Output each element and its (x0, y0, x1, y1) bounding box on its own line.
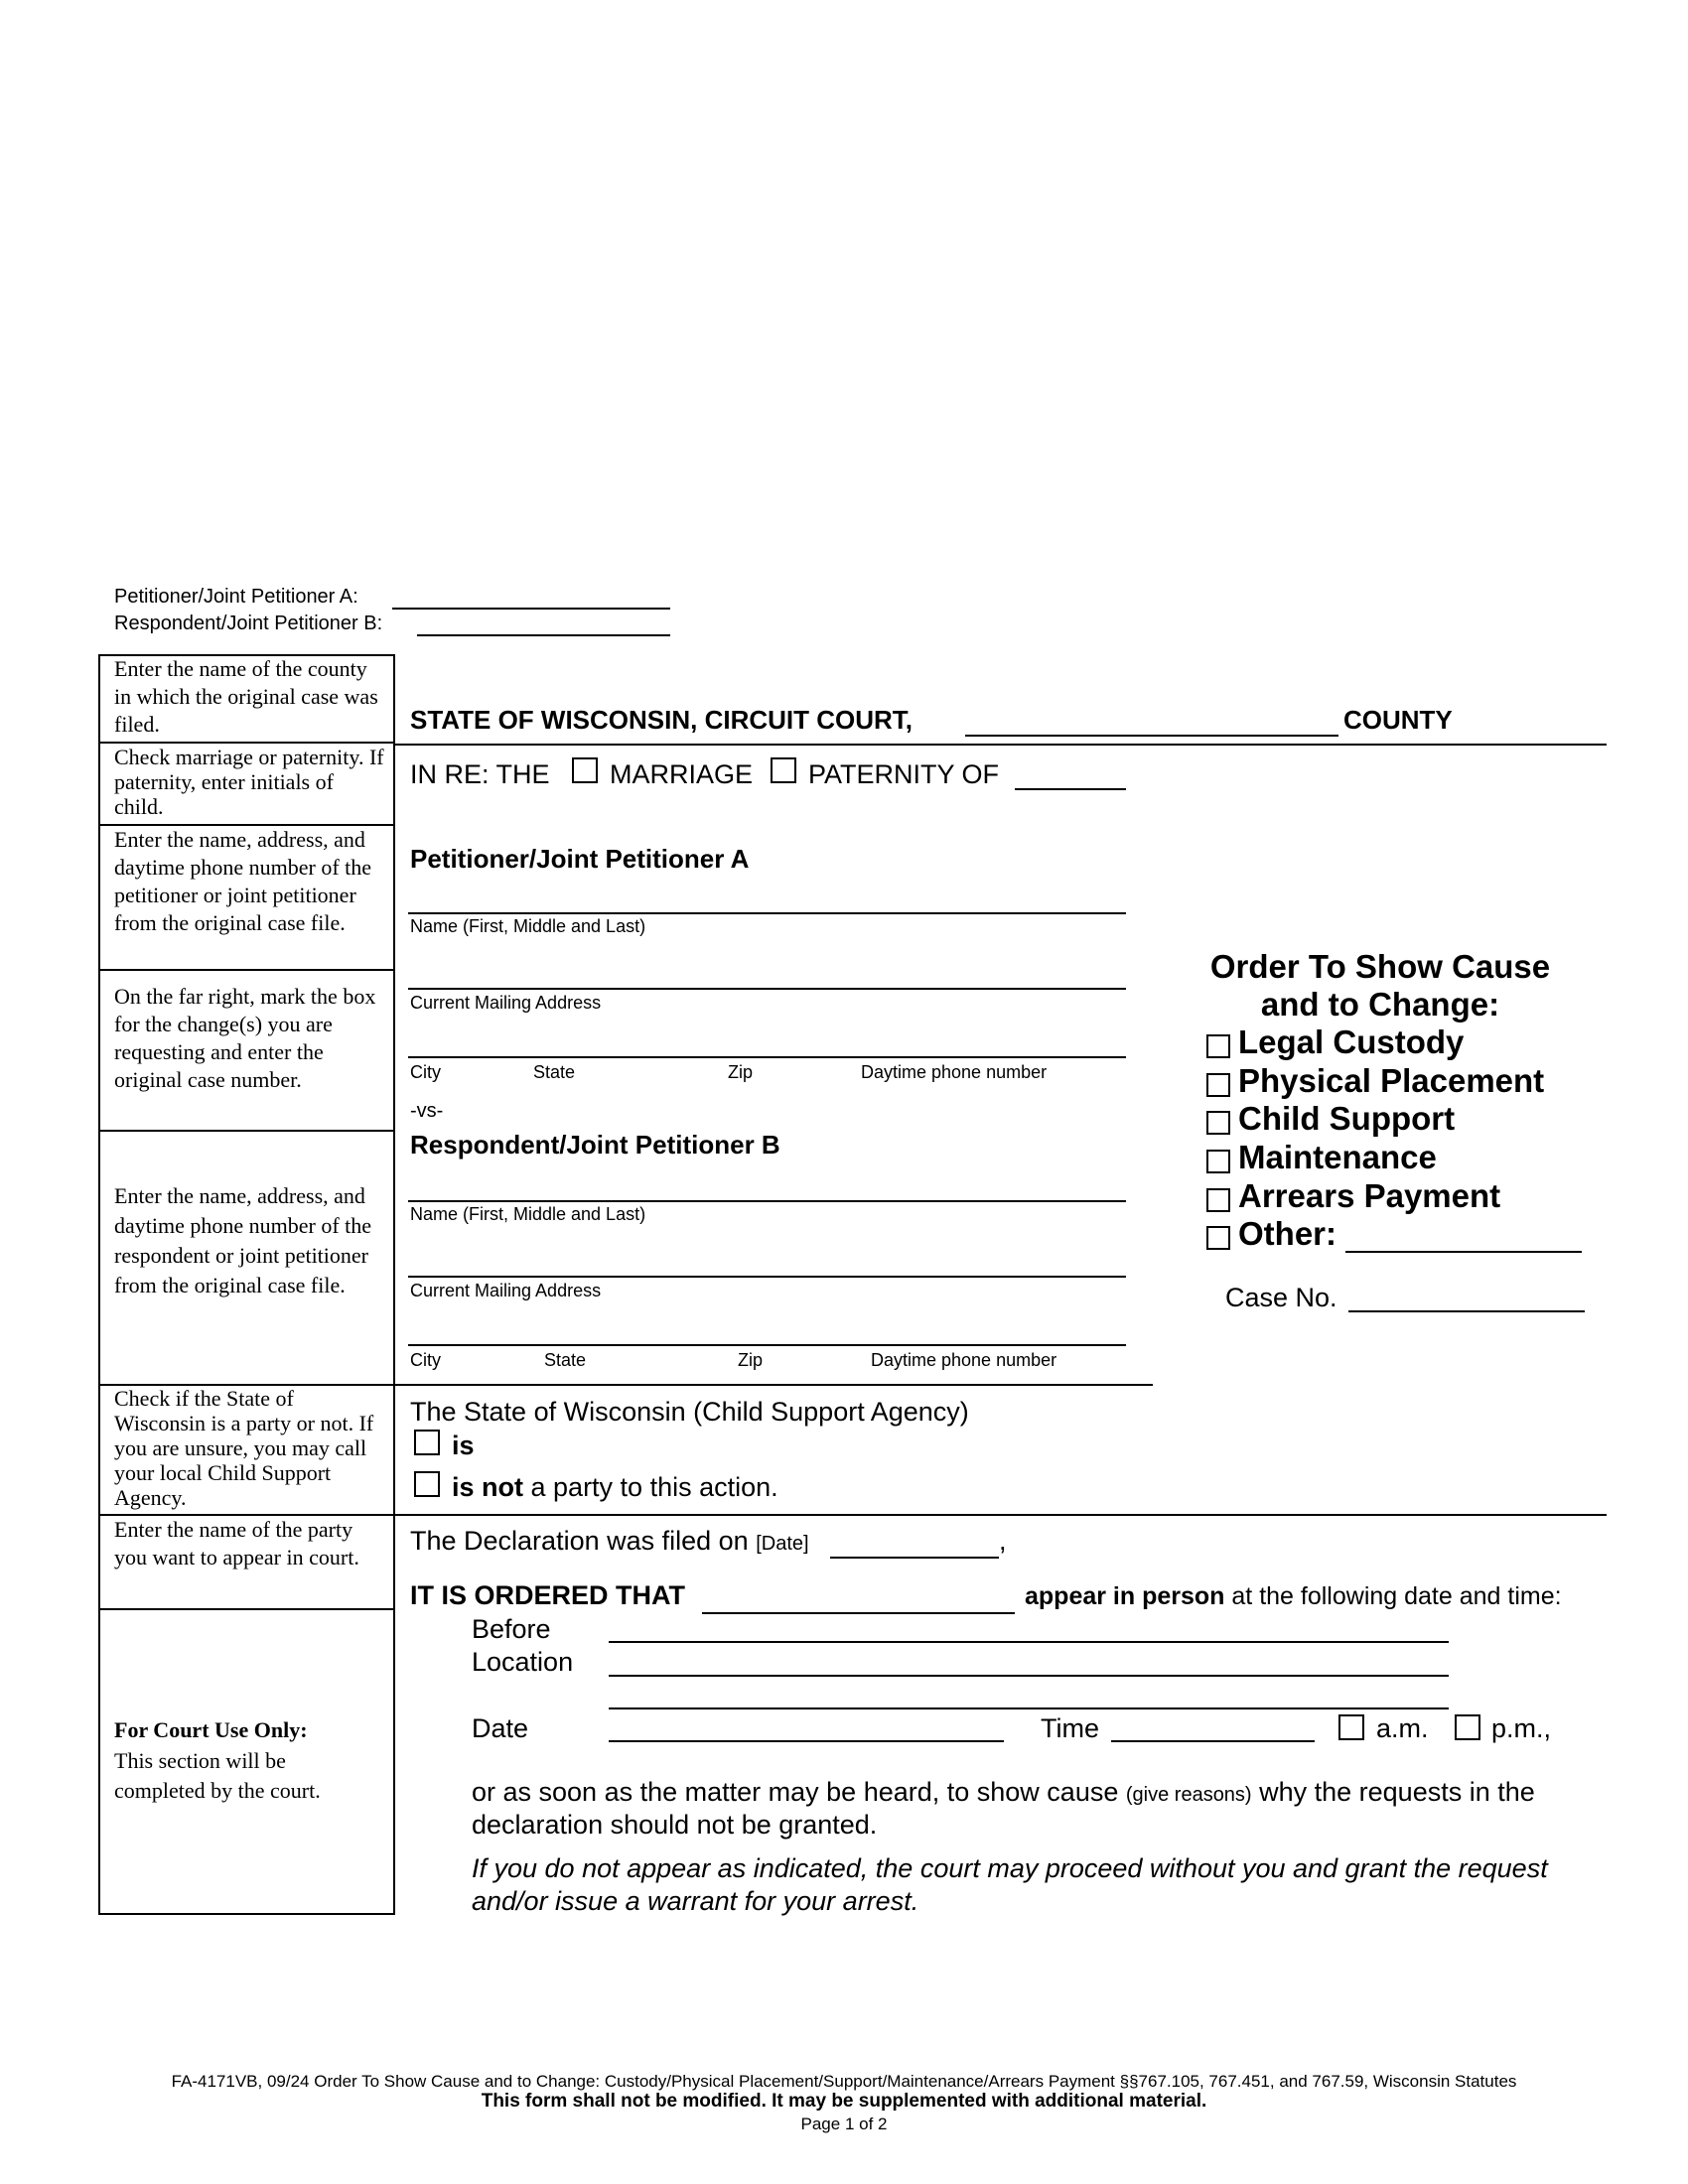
marriage-checkbox[interactable] (572, 757, 598, 783)
legal-custody-checkbox[interactable] (1206, 1034, 1230, 1058)
petitioner-header-label: Petitioner/Joint Petitioner A: (114, 586, 358, 608)
respondent-title: Respondent/Joint Petitioner B (410, 1130, 780, 1160)
paternity-label: PATERNITY OF (808, 759, 1000, 789)
respondent-zip-label: Zip (738, 1350, 764, 1370)
divider (98, 969, 395, 971)
respondent-phone-label: Daytime phone number (871, 1350, 1057, 1370)
respondent-header-label: Respondent/Joint Petitioner B: (114, 613, 383, 634)
petitioner-phone-label: Daytime phone number (861, 1062, 1048, 1082)
other-label: Other: (1238, 1215, 1336, 1252)
physical-placement-label: Physical Placement (1238, 1062, 1545, 1099)
time-label: Time (1041, 1713, 1099, 1743)
petitioner-title: Petitioner/Joint Petitioner A (410, 844, 750, 874)
case-no-label: Case No. (1225, 1283, 1337, 1312)
declaration-prefix: The Declaration was filed on (410, 1526, 749, 1556)
physical-placement-checkbox[interactable] (1206, 1073, 1230, 1097)
show-cause-text-c: why the requests in the (1259, 1777, 1535, 1807)
child-support-label: Child Support (1238, 1100, 1456, 1137)
paternity-checkbox[interactable] (771, 757, 796, 783)
respondent-city-field[interactable] (408, 1344, 1126, 1346)
ordered-prefix: IT IS ORDERED THAT (410, 1580, 686, 1610)
pm-label: p.m., (1491, 1713, 1552, 1743)
arrears-payment-label: Arrears Payment (1238, 1177, 1501, 1214)
marriage-label: MARRIAGE (610, 759, 754, 789)
state-is-not-label: is not (452, 1472, 523, 1502)
court-heading: STATE OF WISCONSIN, CIRCUIT COURT, (410, 705, 914, 735)
respondent-state-label: State (544, 1350, 587, 1370)
petitioner-city-field[interactable] (408, 1056, 1126, 1058)
warning-line-2: and/or issue a warrant for your arrest. (472, 1886, 919, 1916)
location-field-2[interactable] (609, 1707, 1449, 1709)
petitioner-city-label: City (410, 1062, 441, 1082)
instruction-far-right: On the far right, mark the box for the change(s) you are requesting and enter the original case number. (114, 984, 376, 1092)
maintenance-checkbox[interactable] (1206, 1150, 1230, 1173)
declaration-date-hint: [Date] (756, 1533, 809, 1555)
respondent-city-label: City (410, 1350, 441, 1370)
divider (395, 1384, 1153, 1386)
other-checkbox[interactable] (1206, 1226, 1230, 1250)
vs-label: -vs- (410, 1100, 444, 1122)
instruction-state-party: Check if the State of Wisconsin is a party or not. If you are unsure, you may call your local Child Support Agency. (114, 1386, 374, 1510)
state-is-label: is (452, 1431, 475, 1460)
petitioner-name-field[interactable] (408, 912, 1126, 914)
date-label: Date (472, 1713, 529, 1743)
order-title-line2: and to Change: (1260, 986, 1500, 1023)
child-support-checkbox[interactable] (1206, 1111, 1230, 1135)
footer-form-line: FA-4171VB, 09/24 Order To Show Cause and to Change: Custody/Physical Placement/Support/Maintenance/Arrears Payment §§767.105, 767.451, and 767.59, Wisconsin Statutes (171, 2072, 1517, 2091)
county-suffix: COUNTY (1343, 705, 1453, 735)
instruction-county: Enter the name of the county in which the original case was filed. (114, 656, 378, 737)
divider (395, 1514, 1607, 1516)
petitioner-address-field[interactable] (408, 988, 1126, 990)
declaration-date-field[interactable] (830, 1529, 999, 1559)
time-field[interactable] (1111, 1740, 1315, 1742)
state-is-not-line (452, 1472, 778, 1503)
footer-notice: This form shall not be modified. It may be supplemented with additional material. (481, 2091, 1207, 2112)
before-label: Before (472, 1614, 551, 1644)
court-use-text: This section will be completed by the court. (114, 1748, 321, 1803)
petitioner-address-label: Current Mailing Address (410, 993, 602, 1013)
state-party-intro: The State of Wisconsin (Child Support Agency) (410, 1397, 969, 1427)
petitioner-zip-label: Zip (728, 1062, 754, 1082)
am-label: a.m. (1376, 1713, 1429, 1743)
state-is-not-checkbox[interactable] (414, 1471, 440, 1497)
ordered-party-field[interactable] (702, 1584, 1015, 1614)
show-cause-text-a: or as soon as the matter may be heard, to show cause (472, 1777, 1119, 1807)
maintenance-label: Maintenance (1238, 1139, 1437, 1175)
show-cause-hint: (give reasons) (1125, 1784, 1252, 1806)
before-field[interactable] (609, 1641, 1449, 1643)
respondent-name-field[interactable] (408, 1200, 1126, 1202)
petitioner-state-label: State (533, 1062, 576, 1082)
show-cause-line-2: declaration should not be granted. (472, 1810, 878, 1840)
divider (98, 1608, 395, 1610)
in-re-prefix: IN RE: THE (410, 759, 550, 789)
other-field[interactable] (1345, 1219, 1582, 1253)
instruction-appear-party: Enter the name of the party you want to appear in court. (114, 1517, 359, 1570)
state-is-checkbox[interactable] (414, 1430, 440, 1455)
warning-line-1: If you do not appear as indicated, the court may proceed without you and grant the request (472, 1853, 1548, 1883)
child-initials-field[interactable] (1015, 764, 1126, 790)
respondent-header-field[interactable] (417, 613, 670, 636)
ordered-appear: appear in person (1025, 1582, 1225, 1610)
respondent-address-label: Current Mailing Address (410, 1281, 602, 1300)
order-title-line1: Order To Show Cause (1209, 948, 1551, 985)
divider (98, 742, 395, 744)
divider (395, 744, 1607, 746)
pm-checkbox[interactable] (1455, 1714, 1480, 1740)
state-is-not-suffix: a party to this action. (530, 1472, 778, 1502)
date-field[interactable] (609, 1740, 1004, 1742)
case-no-field[interactable] (1348, 1283, 1585, 1312)
respondent-name-label: Name (First, Middle and Last) (410, 1204, 646, 1224)
petitioner-name-label: Name (First, Middle and Last) (410, 916, 646, 936)
location-label: Location (472, 1647, 574, 1677)
declaration-comma: , (999, 1526, 1007, 1556)
footer-page: Page 1 of 2 (800, 2115, 888, 2133)
instruction-petitioner: Enter the name, address, and daytime phone number of the petitioner or joint petitioner from the original case file. (114, 827, 372, 935)
instruction-respondent: Enter the name, address, and daytime phone number of the respondent or joint petitioner from the original case file. (114, 1183, 372, 1297)
declaration-line (410, 1526, 809, 1557)
divider (98, 1130, 395, 1132)
ordered-suffix: at the following date and time: (1231, 1582, 1562, 1610)
instruction-marriage: Check marriage or paternity. If paternity, enter initials of child. (114, 745, 384, 819)
location-field[interactable] (609, 1675, 1449, 1677)
show-cause-line-1 (472, 1777, 1535, 1808)
county-field[interactable] (965, 707, 1338, 737)
arrears-payment-checkbox[interactable] (1206, 1188, 1230, 1212)
petitioner-header-field[interactable] (392, 586, 670, 610)
respondent-address-field[interactable] (408, 1276, 1126, 1278)
court-use-title: For Court Use Only: (114, 1717, 308, 1742)
am-checkbox[interactable] (1338, 1714, 1364, 1740)
ordered-appear-line (1025, 1582, 1562, 1611)
legal-custody-label: Legal Custody (1238, 1024, 1465, 1060)
